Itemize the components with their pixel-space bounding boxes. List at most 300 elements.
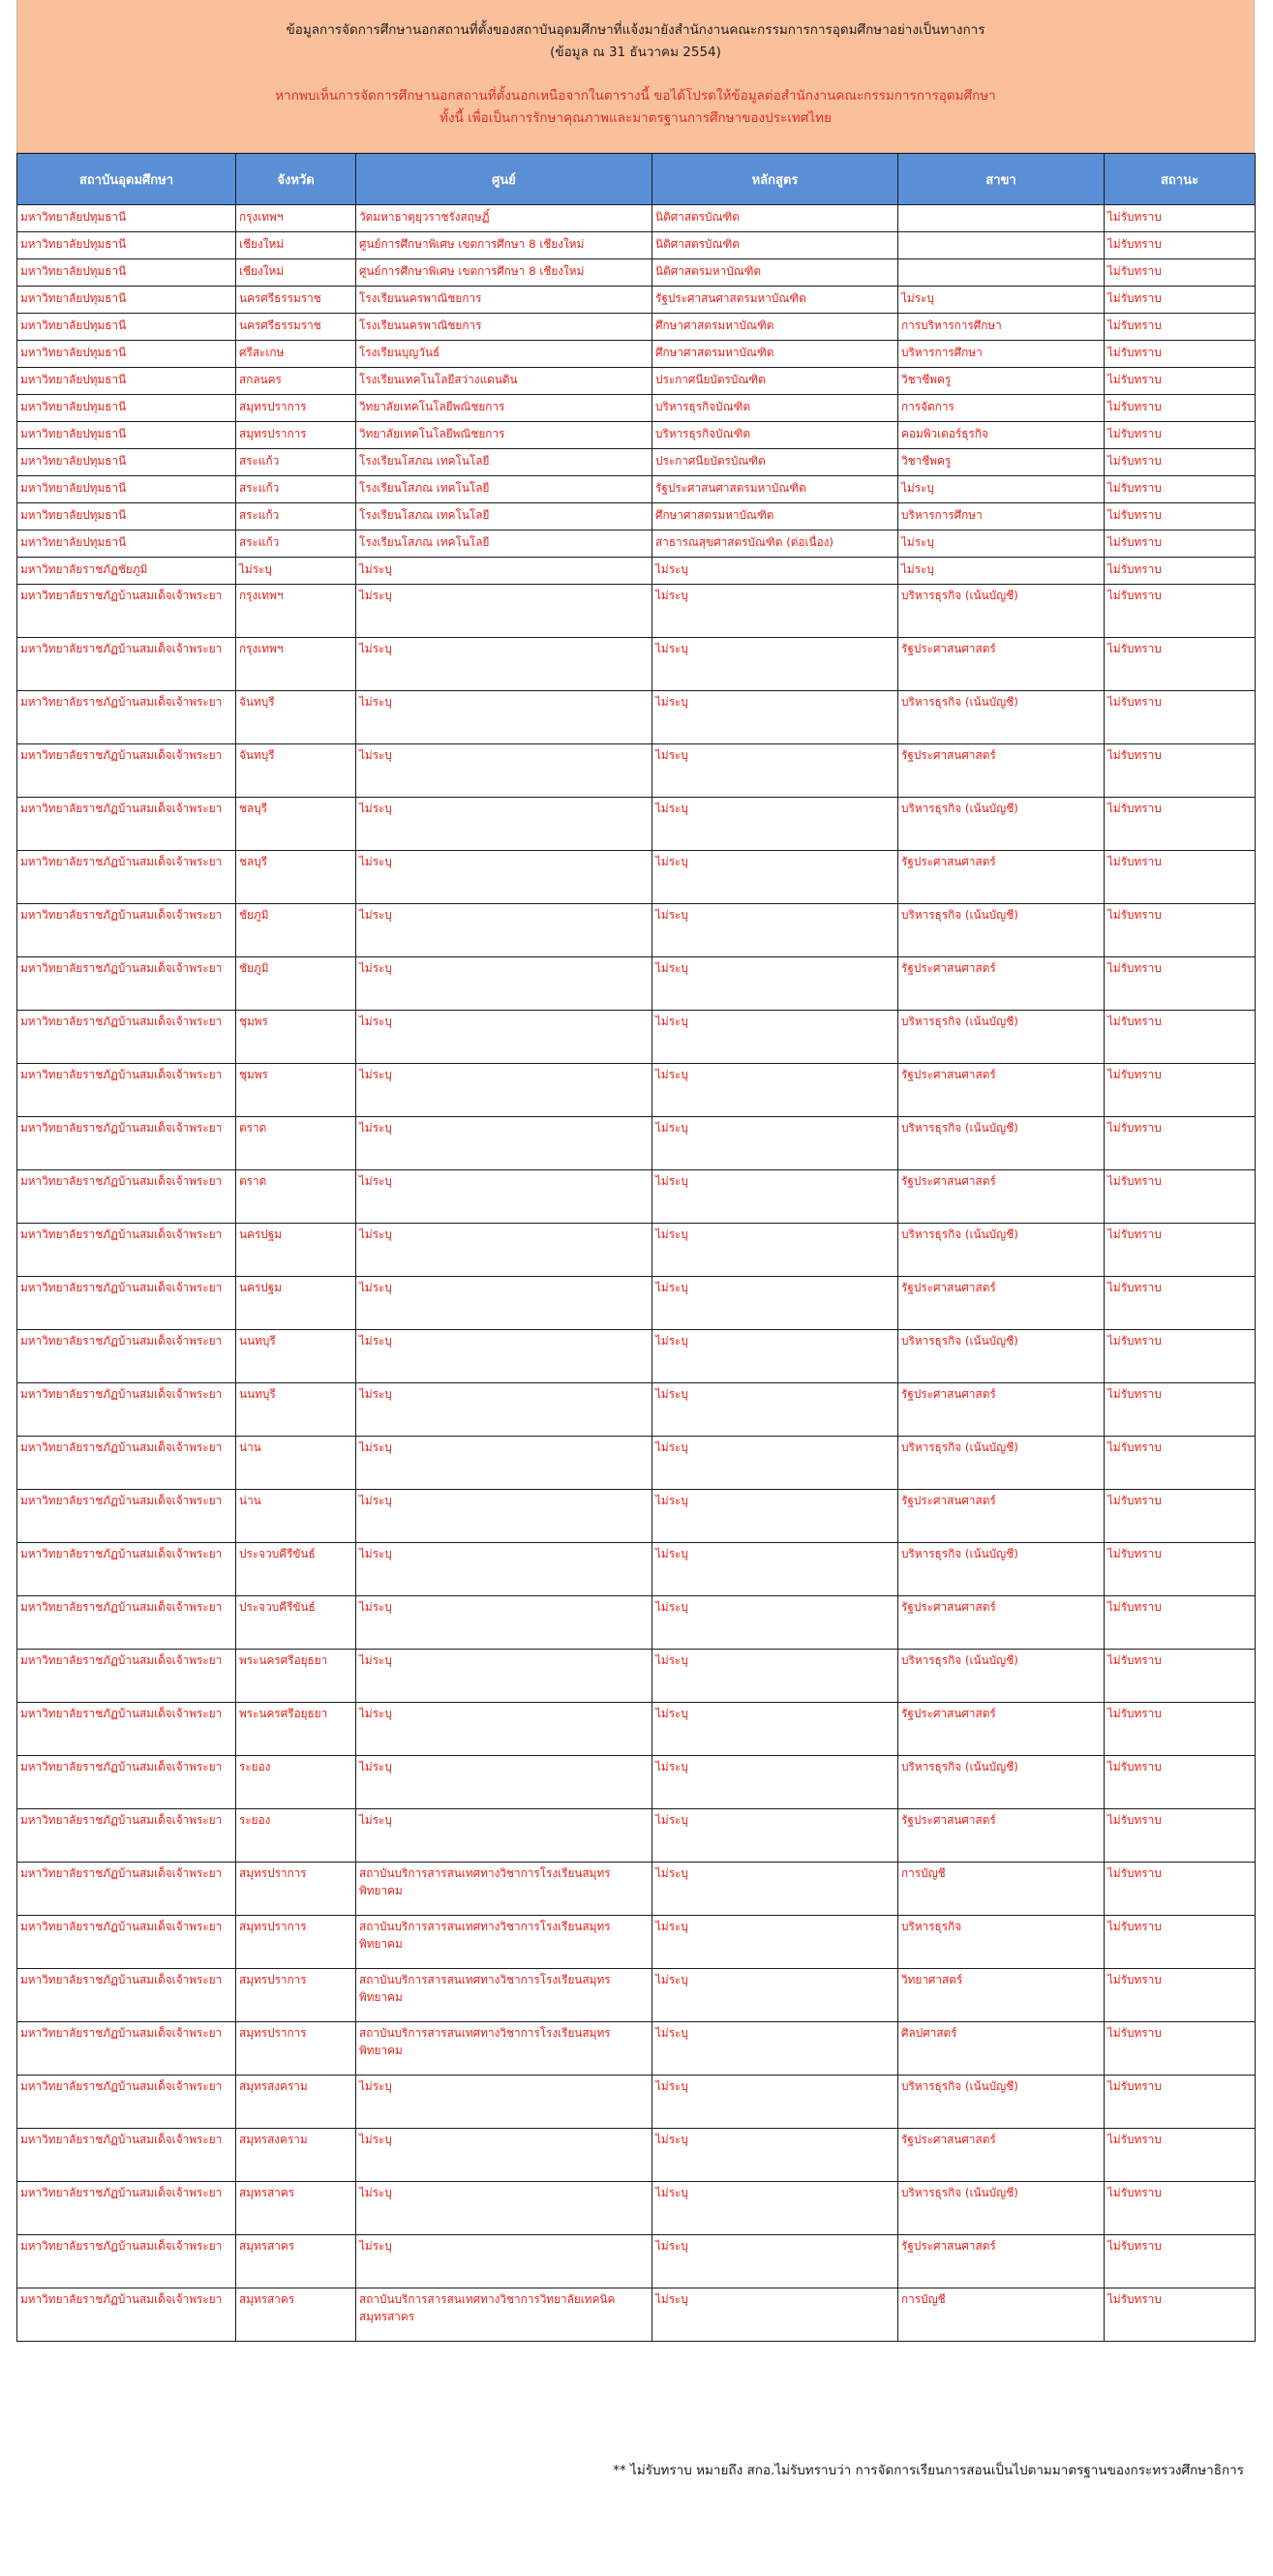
cell-province: สมุทรปราการ (236, 2022, 356, 2076)
cell-program: ไม่ระบุ (652, 744, 898, 798)
cell-province: นนทบุรี (236, 1330, 356, 1383)
cell-major: รัฐประศาสนศาสตร์ (898, 638, 1105, 691)
cell-major: บริหารการศึกษา (898, 341, 1105, 368)
cell-institution: มหาวิทยาลัยปทุมธานี (17, 341, 236, 368)
cell-institution: มหาวิทยาลัยปทุมธานี (17, 530, 236, 558)
table-row (17, 232, 1256, 259)
cell-province: ประจวบคีรีขันธ์ (236, 1596, 356, 1650)
cell-center: ไม่ระบุ (356, 1330, 652, 1383)
table-row (17, 1490, 1256, 1543)
cell-institution: มหาวิทยาลัยราชภัฏบ้านสมเด็จเจ้าพระยา (17, 904, 236, 957)
cell-center: โรงเรียนนครพาณิชยการ (356, 287, 652, 314)
cell-major: บริหารธุรกิจ (เน้นบัญชี) (898, 1224, 1105, 1277)
cell-center: โรงเรียนนครพาณิชยการ (356, 314, 652, 341)
cell-institution: มหาวิทยาลัยปทุมธานี (17, 205, 236, 232)
cell-program: ประกาศนียบัตรบัณฑิต (652, 368, 898, 395)
cell-status: ไม่รับทราบ (1105, 1596, 1256, 1650)
cell-major: คอมพิวเตอร์ธุรกิจ (898, 422, 1105, 449)
cell-institution: มหาวิทยาลัยราชภัฏบ้านสมเด็จเจ้าพระยา (17, 1224, 236, 1277)
cell-institution: มหาวิทยาลัยราชภัฏบ้านสมเด็จเจ้าพระยา (17, 1064, 236, 1117)
cell-status: ไม่รับทราบ (1105, 1330, 1256, 1383)
cell-status: ไม่รับทราบ (1105, 1703, 1256, 1756)
cell-program: ไม่ระบุ (652, 2182, 898, 2235)
cell-status: ไม่รับทราบ (1105, 314, 1256, 341)
table-row (17, 2182, 1256, 2235)
cell-institution: มหาวิทยาลัยราชภัฏบ้านสมเด็จเจ้าพระยา (17, 1756, 236, 1809)
cell-status: ไม่รับทราบ (1105, 341, 1256, 368)
cell-institution: มหาวิทยาลัยราชภัฏบ้านสมเด็จเจ้าพระยา (17, 1383, 236, 1437)
cell-center: ไม่ระบุ (356, 744, 652, 798)
cell-program: ไม่ระบุ (652, 2235, 898, 2288)
cell-status: ไม่รับทราบ (1105, 1437, 1256, 1490)
cell-center: ไม่ระบุ (356, 2182, 652, 2235)
cell-center: ไม่ระบุ (356, 1011, 652, 1064)
table-row (17, 422, 1256, 449)
cell-major: รัฐประศาสนศาสตร์ (898, 1809, 1105, 1863)
cell-institution: มหาวิทยาลัยราชภัฏบ้านสมเด็จเจ้าพระยา (17, 851, 236, 904)
cell-major: วิชาชีพครู (898, 368, 1105, 395)
cell-major: วิชาชีพครู (898, 449, 1105, 476)
table-row (17, 287, 1256, 314)
cell-center: ไม่ระบุ (356, 1383, 652, 1437)
cell-status: ไม่รับทราบ (1105, 1756, 1256, 1809)
table-row (17, 1703, 1256, 1756)
cell-province: ชัยภูมิ (236, 957, 356, 1011)
cell-status: ไม่รับทราบ (1105, 2235, 1256, 2288)
cell-program: ไม่ระบุ (652, 1383, 898, 1437)
cell-center: ไม่ระบุ (356, 1756, 652, 1809)
cell-institution: มหาวิทยาลัยปทุมธานี (17, 259, 236, 287)
table-row (17, 1330, 1256, 1383)
cell-major: บริหารธุรกิจ (เน้นบัญชี) (898, 585, 1105, 638)
table-row (17, 503, 1256, 530)
cell-program: นิติศาสตรบัณฑิต (652, 205, 898, 232)
cell-program: สาธารณสุขศาสตรบัณฑิต (ต่อเนื่อง) (652, 530, 898, 558)
cell-institution: มหาวิทยาลัยปทุมธานี (17, 287, 236, 314)
cell-center: โรงเรียนเทคโนโลยีสว่างแดนดิน (356, 368, 652, 395)
table-row (17, 259, 1256, 287)
cell-status: ไม่รับทราบ (1105, 259, 1256, 287)
cell-province: สมุทรสาคร (236, 2182, 356, 2235)
cell-program: ไม่ระบุ (652, 1170, 898, 1224)
cell-program: ไม่ระบุ (652, 798, 898, 851)
cell-institution: มหาวิทยาลัยราชภัฏบ้านสมเด็จเจ้าพระยา (17, 2022, 236, 2076)
cell-status: ไม่รับทราบ (1105, 1650, 1256, 1703)
cell-province: ไม่ระบุ (236, 558, 356, 585)
cell-status: ไม่รับทราบ (1105, 232, 1256, 259)
cell-center: ไม่ระบุ (356, 1543, 652, 1596)
cell-province: กรุงเทพฯ (236, 205, 356, 232)
cell-status: ไม่รับทราบ (1105, 287, 1256, 314)
cell-province: สมุทรปราการ (236, 1916, 356, 1969)
cell-program: บริหารธุรกิจบัณฑิต (652, 422, 898, 449)
cell-status: ไม่รับทราบ (1105, 422, 1256, 449)
cell-program: ไม่ระบุ (652, 1543, 898, 1596)
cell-major: รัฐประศาสนศาสตร์ (898, 1277, 1105, 1330)
cell-status: ไม่รับทราบ (1105, 2182, 1256, 2235)
cell-status: ไม่รับทราบ (1105, 798, 1256, 851)
cell-institution: มหาวิทยาลัยปทุมธานี (17, 368, 236, 395)
cell-center: ไม่ระบุ (356, 2129, 652, 2182)
cell-institution: มหาวิทยาลัยราชภัฏบ้านสมเด็จเจ้าพระยา (17, 691, 236, 744)
cell-status: ไม่รับทราบ (1105, 2022, 1256, 2076)
table-row (17, 2235, 1256, 2288)
cell-province: จันทบุรี (236, 691, 356, 744)
cell-province: ระยอง (236, 1809, 356, 1863)
banner-notice-line2: ทั้งนี้ เพื่อเป็นการรักษาคุณภาพและมาตรฐานการศึกษาของประเทศไทย (439, 110, 832, 126)
cell-institution: มหาวิทยาลัยราชภัฏบ้านสมเด็จเจ้าพระยา (17, 1969, 236, 2022)
cell-major: บริหารธุรกิจ (เน้นบัญชี) (898, 1543, 1105, 1596)
cell-major: ไม่ระบุ (898, 558, 1105, 585)
cell-program: ไม่ระบุ (652, 904, 898, 957)
cell-institution: มหาวิทยาลัยราชภัฏบ้านสมเด็จเจ้าพระยา (17, 1490, 236, 1543)
cell-program: ไม่ระบุ (652, 2288, 898, 2342)
cell-institution: มหาวิทยาลัยราชภัฏบ้านสมเด็จเจ้าพระยา (17, 1703, 236, 1756)
table-row (17, 1277, 1256, 1330)
table-row (17, 476, 1256, 503)
cell-program: ไม่ระบุ (652, 585, 898, 638)
cell-province: นครศรีธรรมราช (236, 287, 356, 314)
cell-center: ไม่ระบุ (356, 2076, 652, 2129)
cell-program: ไม่ระบุ (652, 1650, 898, 1703)
cell-status: ไม่รับทราบ (1105, 1117, 1256, 1170)
cell-institution: มหาวิทยาลัยราชภัฏบ้านสมเด็จเจ้าพระยา (17, 1330, 236, 1383)
cell-program: ไม่ระบุ (652, 1596, 898, 1650)
cell-major: รัฐประศาสนศาสตร์ (898, 744, 1105, 798)
cell-center: ไม่ระบุ (356, 1170, 652, 1224)
cell-province: นครปฐม (236, 1277, 356, 1330)
cell-program: รัฐประศาสนศาสตรมหาบัณฑิต (652, 476, 898, 503)
cell-province: ตราด (236, 1117, 356, 1170)
cell-status: ไม่รับทราบ (1105, 1224, 1256, 1277)
cell-program: ไม่ระบุ (652, 1969, 898, 2022)
cell-status: ไม่รับทราบ (1105, 558, 1256, 585)
cell-major: บริหารธุรกิจ (เน้นบัญชี) (898, 904, 1105, 957)
cell-province: สมุทรสงคราม (236, 2076, 356, 2129)
cell-program: ไม่ระบุ (652, 1277, 898, 1330)
cell-major: รัฐประศาสนศาสตร์ (898, 1383, 1105, 1437)
cell-province: พระนครศรีอยุธยา (236, 1650, 356, 1703)
table-row (17, 904, 1256, 957)
cell-status: ไม่รับทราบ (1105, 1170, 1256, 1224)
cell-institution: มหาวิทยาลัยราชภัฏบ้านสมเด็จเจ้าพระยา (17, 1117, 236, 1170)
institutions-table (16, 153, 1256, 2342)
cell-province: ชัยภูมิ (236, 904, 356, 957)
cell-program: ไม่ระบุ (652, 1011, 898, 1064)
table-header-row (17, 154, 1256, 205)
table-row (17, 1117, 1256, 1170)
cell-major: การจัดการ (898, 395, 1105, 422)
cell-center: โรงเรียนโสภณ เทคโนโลยี (356, 449, 652, 476)
cell-major: บริหารธุรกิจ (เน้นบัญชี) (898, 2182, 1105, 2235)
table-row (17, 2076, 1256, 2129)
cell-institution: มหาวิทยาลัยราชภัฏบ้านสมเด็จเจ้าพระยา (17, 1650, 236, 1703)
cell-institution: มหาวิทยาลัยราชภัฏบ้านสมเด็จเจ้าพระยา (17, 2182, 236, 2235)
cell-major: วิทยาศาสตร์ (898, 1969, 1105, 2022)
cell-major: บริหารธุรกิจ (เน้นบัญชี) (898, 691, 1105, 744)
cell-major: ไม่ระบุ (898, 530, 1105, 558)
cell-program: ไม่ระบุ (652, 1437, 898, 1490)
cell-institution: มหาวิทยาลัยราชภัฏบ้านสมเด็จเจ้าพระยา (17, 2076, 236, 2129)
cell-program: ไม่ระบุ (652, 1490, 898, 1543)
cell-major: รัฐประศาสนศาสตร์ (898, 957, 1105, 1011)
footnote: ** ไม่รับทราบ หมายถึง สกอ.ไม่รับทราบว่า การจัดการเรียนการสอนเป็นไปตามมาตรฐานของกระทรวงศึกษาธิการ (613, 2463, 1244, 2478)
cell-center: ไม่ระบุ (356, 1277, 652, 1330)
table-row (17, 1916, 1256, 1969)
cell-major: บริหารธุรกิจ (898, 1916, 1105, 1969)
banner-title-line1: ข้อมูลการจัดการศึกษานอกสถานที่ตั้งของสถาบันอุดมศึกษาที่แจ้งมายังสำนักงานคณะกรรมการการอุดมศึกษาอย่างเป็นทางการ (286, 22, 985, 38)
cell-province: ชุมพร (236, 1011, 356, 1064)
cell-institution: มหาวิทยาลัยปทุมธานี (17, 476, 236, 503)
table-row (17, 585, 1256, 638)
cell-province: น่าน (236, 1437, 356, 1490)
cell-program: นิติศาสตรบัณฑิต (652, 232, 898, 259)
table-row (17, 1543, 1256, 1596)
cell-status: ไม่รับทราบ (1105, 957, 1256, 1011)
table-row (17, 1809, 1256, 1863)
cell-status: ไม่รับทราบ (1105, 1863, 1256, 1916)
cell-province: สกลนคร (236, 368, 356, 395)
cell-major: บริหารธุรกิจ (เน้นบัญชี) (898, 2076, 1105, 2129)
table-row (17, 558, 1256, 585)
cell-institution: มหาวิทยาลัยราชภัฏบ้านสมเด็จเจ้าพระยา (17, 1809, 236, 1863)
table-row (17, 530, 1256, 558)
cell-program: ไม่ระบุ (652, 1703, 898, 1756)
cell-center: ไม่ระบุ (356, 1490, 652, 1543)
cell-institution: มหาวิทยาลัยราชภัฏบ้านสมเด็จเจ้าพระยา (17, 957, 236, 1011)
cell-institution: มหาวิทยาลัยราชภัฏบ้านสมเด็จเจ้าพระยา (17, 2129, 236, 2182)
cell-status: ไม่รับทราบ (1105, 1011, 1256, 1064)
cell-institution: มหาวิทยาลัยปทุมธานี (17, 422, 236, 449)
table-row (17, 368, 1256, 395)
cell-status: ไม่รับทราบ (1105, 1969, 1256, 2022)
table-row (17, 851, 1256, 904)
cell-status: ไม่รับทราบ (1105, 851, 1256, 904)
table-row (17, 744, 1256, 798)
cell-institution: มหาวิทยาลัยปทุมธานี (17, 395, 236, 422)
cell-province: สระแก้ว (236, 476, 356, 503)
cell-status: ไม่รับทราบ (1105, 476, 1256, 503)
cell-center: สถาบันบริการสารสนเทศทางวิชาการโรงเรียนสมุทรพิทยาคม (356, 2022, 652, 2076)
cell-center: ไม่ระบุ (356, 1650, 652, 1703)
cell-program: รัฐประศาสนศาสตรมหาบัณฑิต (652, 287, 898, 314)
cell-major: บริหารธุรกิจ (เน้นบัญชี) (898, 1117, 1105, 1170)
cell-institution: มหาวิทยาลัยปทุมธานี (17, 232, 236, 259)
cell-status: ไม่รับทราบ (1105, 530, 1256, 558)
cell-center: สถาบันบริการสารสนเทศทางวิชาการโรงเรียนสมุทรพิทยาคม (356, 1969, 652, 2022)
cell-major: รัฐประศาสนศาสตร์ (898, 1170, 1105, 1224)
cell-institution: มหาวิทยาลัยราชภัฏบ้านสมเด็จเจ้าพระยา (17, 585, 236, 638)
cell-program: ไม่ระบุ (652, 1863, 898, 1916)
cell-program: บริหารธุรกิจบัณฑิต (652, 395, 898, 422)
cell-institution: มหาวิทยาลัยราชภัฏบ้านสมเด็จเจ้าพระยา (17, 1437, 236, 1490)
cell-major: ศิลปศาสตร์ (898, 2022, 1105, 2076)
table-row (17, 691, 1256, 744)
cell-center: สถาบันบริการสารสนเทศทางวิชาการโรงเรียนสมุทรพิทยาคม (356, 1916, 652, 1969)
cell-major (898, 205, 1105, 232)
banner-notice-line1: หากพบเห็นการจัดการศึกษานอกสถานที่ตั้งนอกเหนือจากในตารางนี้ ขอได้โปรดให้ข้อมูลต่อสำนักงานคณะกรรมการการอุดมศึกษา (275, 88, 996, 104)
cell-center: ไม่ระบุ (356, 638, 652, 691)
document-sheet (16, 0, 1255, 2478)
cell-program: ไม่ระบุ (652, 1756, 898, 1809)
cell-major: การบัญชี (898, 1863, 1105, 1916)
cell-major: รัฐประศาสนศาสตร์ (898, 851, 1105, 904)
cell-status: ไม่รับทราบ (1105, 2288, 1256, 2342)
header-institution: สถาบันอุดมศึกษา (17, 154, 236, 205)
cell-institution: มหาวิทยาลัยปทุมธานี (17, 314, 236, 341)
cell-major: บริหารธุรกิจ (เน้นบัญชี) (898, 1011, 1105, 1064)
cell-province: สระแก้ว (236, 503, 356, 530)
table-row (17, 1650, 1256, 1703)
cell-status: ไม่รับทราบ (1105, 2129, 1256, 2182)
table-row (17, 1863, 1256, 1916)
cell-center: ไม่ระบุ (356, 1064, 652, 1117)
cell-status: ไม่รับทราบ (1105, 1809, 1256, 1863)
cell-center: ไม่ระบุ (356, 904, 652, 957)
cell-province: สมุทรสงคราม (236, 2129, 356, 2182)
cell-program: ไม่ระบุ (652, 2129, 898, 2182)
cell-program: ไม่ระบุ (652, 1224, 898, 1277)
cell-program: ประกาศนียบัตรบัณฑิต (652, 449, 898, 476)
cell-program: ไม่ระบุ (652, 1064, 898, 1117)
table-row (17, 2129, 1256, 2182)
cell-program: ไม่ระบุ (652, 1809, 898, 1863)
cell-province: สระแก้ว (236, 530, 356, 558)
table-row (17, 314, 1256, 341)
cell-center: ไม่ระบุ (356, 798, 652, 851)
cell-province: ประจวบคีรีขันธ์ (236, 1543, 356, 1596)
table-row (17, 1756, 1256, 1809)
cell-program: ศึกษาศาสตรมหาบัณฑิต (652, 314, 898, 341)
cell-major: บริหารธุรกิจ (เน้นบัญชี) (898, 1330, 1105, 1383)
cell-status: ไม่รับทราบ (1105, 744, 1256, 798)
cell-institution: มหาวิทยาลัยราชภัฏบ้านสมเด็จเจ้าพระยา (17, 1916, 236, 1969)
cell-center: ไม่ระบุ (356, 558, 652, 585)
table-row (17, 1596, 1256, 1650)
cell-province: สระแก้ว (236, 449, 356, 476)
cell-center: โรงเรียนโสภณ เทคโนโลยี (356, 530, 652, 558)
table-row (17, 1011, 1256, 1064)
cell-program: ศึกษาศาสตรมหาบัณฑิต (652, 341, 898, 368)
cell-program: ไม่ระบุ (652, 1117, 898, 1170)
table-row (17, 957, 1256, 1011)
cell-province: สมุทรสาคร (236, 2288, 356, 2342)
cell-status: ไม่รับทราบ (1105, 205, 1256, 232)
header-province: จังหวัด (236, 154, 356, 205)
cell-status: ไม่รับทราบ (1105, 2076, 1256, 2129)
cell-center: สถาบันบริการสารสนเทศทางวิชาการวิทยาลัยเทคนิคสมุทรสาคร (356, 2288, 652, 2342)
cell-center: ไม่ระบุ (356, 585, 652, 638)
cell-status: ไม่รับทราบ (1105, 691, 1256, 744)
cell-institution: มหาวิทยาลัยราชภัฏบ้านสมเด็จเจ้าพระยา (17, 638, 236, 691)
cell-province: นครปฐม (236, 1224, 356, 1277)
header-center: ศูนย์ (356, 154, 652, 205)
cell-program: ไม่ระบุ (652, 638, 898, 691)
cell-center: ศูนย์การศึกษาพิเศษ เขตการศึกษา 8 เชียงใหม่ (356, 259, 652, 287)
table-row (17, 2288, 1256, 2342)
cell-center: ไม่ระบุ (356, 1703, 652, 1756)
header-status: สถานะ (1105, 154, 1256, 205)
cell-center: วิทยาลัยเทคโนโลยีพณิชยการ (356, 422, 652, 449)
cell-center: ไม่ระบุ (356, 691, 652, 744)
cell-province: นครศรีธรรมราช (236, 314, 356, 341)
cell-center: ไม่ระบุ (356, 1117, 652, 1170)
cell-program: ไม่ระบุ (652, 2076, 898, 2129)
cell-major: รัฐประศาสนศาสตร์ (898, 1596, 1105, 1650)
table-row (17, 1170, 1256, 1224)
cell-institution: มหาวิทยาลัยปทุมธานี (17, 449, 236, 476)
cell-status: ไม่รับทราบ (1105, 904, 1256, 957)
cell-province: กรุงเทพฯ (236, 638, 356, 691)
cell-institution: มหาวิทยาลัยราชภัฏบ้านสมเด็จเจ้าพระยา (17, 1596, 236, 1650)
cell-status: ไม่รับทราบ (1105, 1064, 1256, 1117)
cell-major: การบริหารการศึกษา (898, 314, 1105, 341)
cell-institution: มหาวิทยาลัยราชภัฏชัยภูมิ (17, 558, 236, 585)
cell-center: ไม่ระบุ (356, 1224, 652, 1277)
cell-status: ไม่รับทราบ (1105, 1277, 1256, 1330)
cell-status: ไม่รับทราบ (1105, 449, 1256, 476)
cell-province: ระยอง (236, 1756, 356, 1809)
table-row (17, 1969, 1256, 2022)
header-banner (16, 0, 1255, 153)
banner-title-line2: (ข้อมูล ณ 31 ธันวาคม 2554) (550, 45, 721, 60)
cell-program: ไม่ระบุ (652, 957, 898, 1011)
table-row (17, 2022, 1256, 2076)
cell-center: ศูนย์การศึกษาพิเศษ เขตการศึกษา 8 เชียงใหม่ (356, 232, 652, 259)
cell-province: น่าน (236, 1490, 356, 1543)
cell-institution: มหาวิทยาลัยปทุมธานี (17, 503, 236, 530)
cell-province: สมุทรสาคร (236, 2235, 356, 2288)
header-program: หลักสูตร (652, 154, 898, 205)
table-row (17, 341, 1256, 368)
cell-center: โรงเรียนบุญวันธ์ (356, 341, 652, 368)
table-row (17, 205, 1256, 232)
cell-institution: มหาวิทยาลัยราชภัฏบ้านสมเด็จเจ้าพระยา (17, 2235, 236, 2288)
table-row (17, 1224, 1256, 1277)
cell-major: บริหารธุรกิจ (เน้นบัญชี) (898, 1650, 1105, 1703)
cell-program: นิติศาสตรมหาบัณฑิต (652, 259, 898, 287)
table-row (17, 1383, 1256, 1437)
cell-major: รัฐประศาสนศาสตร์ (898, 1064, 1105, 1117)
cell-institution: มหาวิทยาลัยราชภัฏบ้านสมเด็จเจ้าพระยา (17, 744, 236, 798)
cell-status: ไม่รับทราบ (1105, 1916, 1256, 1969)
cell-major: ไม่ระบุ (898, 476, 1105, 503)
cell-major: ไม่ระบุ (898, 287, 1105, 314)
cell-center: ไม่ระบุ (356, 957, 652, 1011)
cell-institution: มหาวิทยาลัยราชภัฏบ้านสมเด็จเจ้าพระยา (17, 2288, 236, 2342)
cell-status: ไม่รับทราบ (1105, 1543, 1256, 1596)
cell-province: เชียงใหม่ (236, 232, 356, 259)
cell-province: นนทบุรี (236, 1383, 356, 1437)
cell-major: บริหารการศึกษา (898, 503, 1105, 530)
table-row (17, 1437, 1256, 1490)
cell-center: ไม่ระบุ (356, 1596, 652, 1650)
cell-province: สมุทรปราการ (236, 1863, 356, 1916)
cell-major: การบัญชี (898, 2288, 1105, 2342)
cell-institution: มหาวิทยาลัยราชภัฏบ้านสมเด็จเจ้าพระยา (17, 1863, 236, 1916)
cell-province: สมุทรปราการ (236, 422, 356, 449)
table-row (17, 638, 1256, 691)
cell-major (898, 259, 1105, 287)
cell-program: ไม่ระบุ (652, 691, 898, 744)
cell-institution: มหาวิทยาลัยราชภัฏบ้านสมเด็จเจ้าพระยา (17, 1543, 236, 1596)
cell-center: วัดมหาธาตุยุวราชรังสฤษฏิ์ (356, 205, 652, 232)
header-major: สาขา (898, 154, 1105, 205)
cell-major: รัฐประศาสนศาสตร์ (898, 1490, 1105, 1543)
cell-institution: มหาวิทยาลัยราชภัฏบ้านสมเด็จเจ้าพระยา (17, 1170, 236, 1224)
cell-province: ตราด (236, 1170, 356, 1224)
cell-center: ไม่ระบุ (356, 1809, 652, 1863)
